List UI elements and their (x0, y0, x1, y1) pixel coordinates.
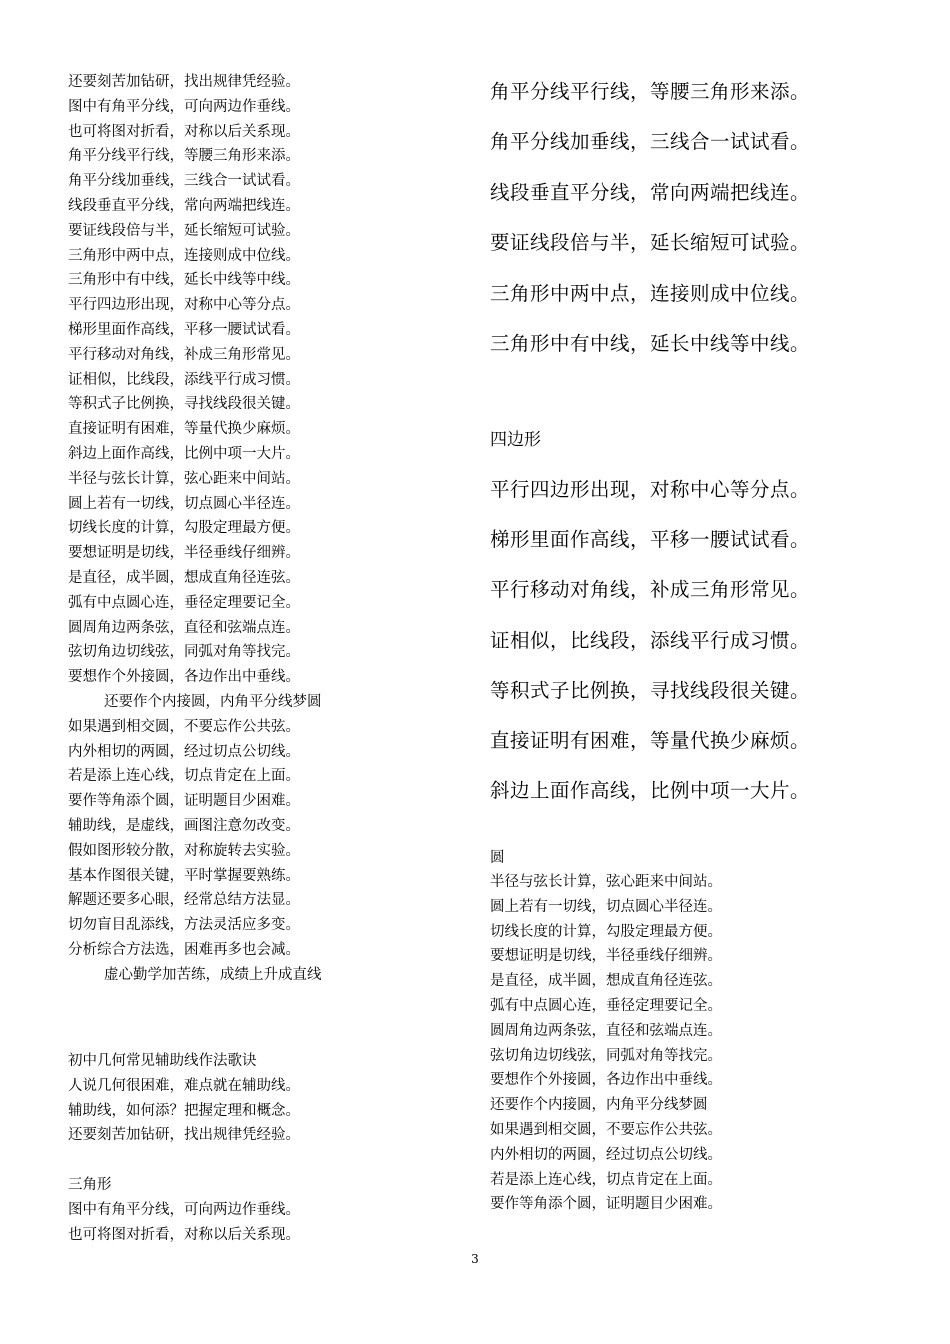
verse-line: 角平分线平行线，等腰三角形来添。 (490, 80, 811, 103)
verse-line: 如果遇到相交圆，不要忘作公共弦。 (490, 1122, 722, 1138)
verse-line: 圆上若有一切线，切点圆心半径连。 (490, 898, 722, 915)
verse-line: 要作等角添个圆，证明题目少困难。 (68, 793, 300, 810)
verse-line: 内外相切的两圆，经过切点公切线。 (68, 743, 300, 760)
verse-line: 半径与弦长计算，弦心距来中间站。 (68, 470, 300, 487)
verse-line: 要想证明是切线，半径垂线仔细辨。 (490, 948, 722, 965)
verse-line: 圆周角边两条弦，直径和弦端点连。 (490, 1022, 722, 1039)
verse-line: 圆周角边两条弦，直径和弦端点连。 (68, 619, 300, 636)
verse-line: 等积式子比例换，寻找线段很关键。 (68, 396, 300, 413)
verse-line: 平行四边形出现，对称中心等分点。 (490, 478, 811, 501)
verse-line: 分析综合方法选，困难再多也会减。 (68, 941, 300, 958)
verse-line: 斜边上面作高线，比例中项一大片。 (68, 445, 300, 462)
left-verse-block-2 (68, 715, 428, 963)
verse-line: 辅助线，是虚线，画图注意勿改变。 (68, 817, 300, 834)
verse-line: 还要刻苦加钻研，找出规律凭经验。 (68, 1127, 300, 1144)
verse-line: 线段垂直平分线，常向两端把线连。 (490, 180, 811, 204)
verse-line: 弧有中点圆心连，垂径定理要记全。 (68, 594, 300, 611)
verse-line: 证相似，比线段，添线平行成习惯。 (68, 371, 300, 388)
verse-line: 直接证明有困难，等量代换少麻烦。 (68, 421, 300, 438)
verse-line: 是直径，成半圆，想成直角径连弦。 (68, 569, 300, 586)
verse-line: 也可将图对折看，对称以后关系现。 (68, 1226, 300, 1243)
verse-line: 弦切角边切线弦，同弧对角等找完。 (68, 644, 300, 661)
left-verse-block-4 (68, 1198, 428, 1248)
verse-line: 梯形里面作高线，平移一腰试试看。 (490, 528, 811, 552)
verse-line: 要想证明是切线，半径垂线仔细辨。 (68, 545, 300, 562)
verse-line: 还要刻苦加钻研，找出规律凭经验。 (68, 74, 300, 90)
verse-line: 三角形中有中线，延长中线等中线。 (68, 272, 300, 289)
verse-line: 平行移动对角线，补成三角形常见。 (490, 578, 811, 602)
verse-line: 基本作图很关键，平时掌握要熟练。 (68, 867, 300, 884)
verse-line: 梯形里面作高线，平移一腰试试看。 (68, 321, 300, 338)
verse-line: 要证线段倍与半，延长缩短可试验。 (490, 231, 811, 255)
verse-line: 要证线段倍与半，延长缩短可试验。 (68, 222, 300, 239)
verse-line: 弧有中点圆心连，垂径定理要记全。 (490, 998, 722, 1014)
verse-line: 还要作个内接圆，内角平分线梦圆 (490, 1097, 708, 1114)
verse-line: 要想作个外接圆，各边作出中垂线。 (490, 1072, 722, 1089)
verse-line: 斜边上面作高线，比例中项一大片。 (490, 779, 811, 803)
verse-line: 三角形中两中点，连接则成中位线。 (68, 247, 300, 264)
verse-line: 是直径，成半圆，想成直角径连弦。 (490, 973, 722, 990)
verse-line: 辅助线，如何添？把握定理和概念。 (68, 1102, 300, 1119)
verse-line: 三角形中两中点，连接则成中位线。 (490, 281, 811, 305)
left-column (68, 70, 428, 1247)
verse-line: 如果遇到相交圆，不要忘作公共弦。 (68, 718, 300, 735)
verse-line: 切勿盲目乱添线，方法灵活应多变。 (68, 917, 300, 934)
verse-line: 假如图形较分散，对称旋转去实验。 (68, 842, 300, 859)
verse-line: 也可将图对折看，对称以后关系现。 (68, 123, 300, 140)
verse-line: 角平分线加垂线，三线合一试试看。 (490, 130, 811, 154)
verse-line: 圆上若有一切线，切点圆心半径连。 (68, 495, 300, 512)
verse-line: 解题还要多心眼，经常总结方法显。 (68, 892, 300, 909)
triangle-heading: 三角形 (68, 1177, 112, 1194)
verse-line: 等积式子比例换，寻找线段很关键。 (490, 678, 811, 702)
quadrilateral-heading: 四边形 (490, 430, 541, 450)
verse-line-indented: 虚心勤学加苦练，成绩上升成直线 (104, 966, 322, 983)
section-title: 初中几何常见辅助线作法歌诀 (68, 1053, 257, 1070)
verse-line: 线段垂直平分线，常向两端把线连。 (68, 197, 300, 214)
verse-line: 切线长度的计算，勾股定理最方便。 (490, 923, 722, 940)
left-verse-block-3 (68, 1074, 428, 1148)
circle-heading: 圆 (490, 850, 505, 866)
verse-line: 切线长度的计算，勾股定理最方便。 (68, 520, 300, 537)
verse-line: 人说几何很困难，难点就在辅助线。 (68, 1077, 300, 1094)
verse-line: 证相似，比线段，添线平行成习惯。 (490, 628, 811, 652)
verse-line: 弦切角边切线弦，同弧对角等找完。 (490, 1047, 722, 1064)
verse-line: 要想作个外接圆，各边作出中垂线。 (68, 669, 300, 686)
left-verse-block-1 (68, 70, 428, 690)
verse-line: 图中有角平分线，可向两边作垂线。 (68, 1201, 300, 1218)
verse-line: 角平分线平行线，等腰三角形来添。 (68, 148, 300, 165)
verse-line: 要作等角添个圆，证明题目少困难。 (490, 1196, 722, 1213)
verse-line: 若是添上连心线，切点肯定在上面。 (490, 1171, 722, 1188)
page-number: 3 (471, 1252, 479, 1266)
verse-line: 平行四边形出现，对称中心等分点。 (68, 297, 300, 314)
verse-line: 三角形中有中线，延长中线等中线。 (490, 332, 811, 355)
verse-line-indented: 还要作个内接圆，内角平分线梦圆 (104, 693, 322, 710)
verse-line: 内外相切的两圆，经过切点公切线。 (490, 1146, 722, 1163)
verse-line: 平行移动对角线，补成三角形常见。 (68, 346, 300, 363)
verse-line: 若是添上连心线，切点肯定在上面。 (68, 768, 300, 785)
verse-line: 角平分线加垂线，三线合一试试看。 (68, 173, 300, 190)
verse-line: 半径与弦长计算，弦心距来中间站。 (490, 874, 722, 890)
verse-line: 图中有角平分线，可向两边作垂线。 (68, 98, 300, 115)
verse-line: 直接证明有困难，等量代换少麻烦。 (490, 729, 811, 752)
